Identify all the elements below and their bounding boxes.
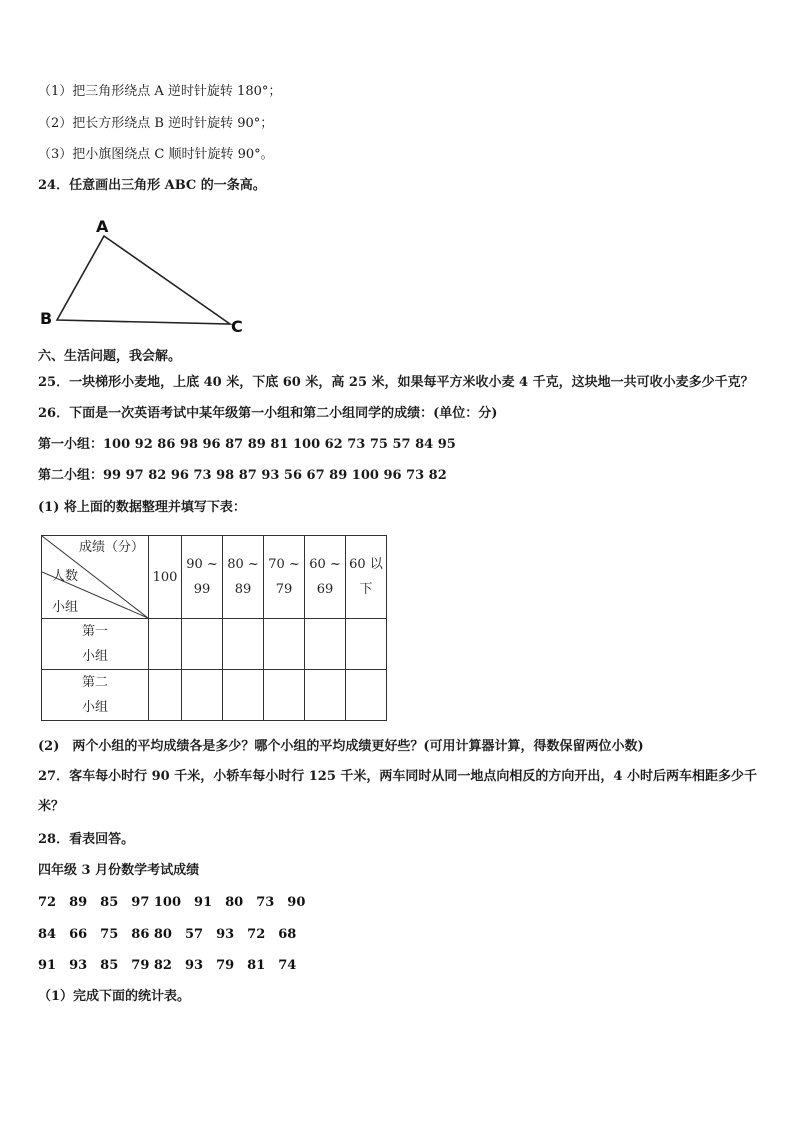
q26-part2: (2) 两个小组的平均成绩各是多少？哪个小组的平均成绩更好些？(可用计算器计算，得数保留两位小数) [38, 739, 644, 754]
q24-question: 24．任意画出三角形 ABC 的一条高。 [38, 178, 266, 193]
blank-cell[interactable] [264, 619, 305, 670]
vertex-b-label: B [40, 309, 53, 328]
section6-title: 六、生活问题，我会解。 [38, 349, 182, 364]
q23-step1: （1）把三角形绕点 A 逆时针旋转 180°； [38, 84, 282, 99]
table-header-row [42, 536, 387, 619]
blank-cell[interactable] [223, 670, 264, 721]
q26-group1-scores: 第一小组：100 92 86 98 96 87 89 81 100 62 73 75 57 84 95 [38, 437, 456, 452]
row-label-group1: 第一 小组 [42, 619, 149, 670]
col-header-70-79: 70 ~ 79 [264, 536, 305, 619]
triangle-abc-figure [30, 212, 260, 340]
col-header-100: 100 [149, 536, 182, 619]
score-tally-table [41, 535, 387, 721]
blank-cell[interactable] [346, 619, 387, 670]
col-header-60-69: 60 ~ 69 [305, 536, 346, 619]
vertex-a-label: A [96, 217, 109, 236]
q28-scores-row2: 84 66 75 86 80 57 93 72 68 [38, 927, 297, 942]
q28-scores-row3: 91 93 85 79 82 93 79 81 74 [38, 958, 297, 973]
q23-step2: （2）把长方形绕点 B 逆时针旋转 90°； [38, 116, 274, 131]
q28-question: 28．看表回答。 [38, 832, 135, 847]
blank-cell[interactable] [305, 619, 346, 670]
diag-label-count: 人数 [52, 569, 79, 584]
col-header-90-99: 90 ~ 99 [182, 536, 223, 619]
q28-table-title: 四年级 3 月份数学考试成绩 [38, 863, 200, 878]
blank-cell[interactable] [264, 670, 305, 721]
blank-cell[interactable] [182, 619, 223, 670]
blank-cell[interactable] [305, 670, 346, 721]
table-row-group1 [42, 619, 387, 670]
q26-group2-scores: 第二小组：99 97 82 96 73 98 87 93 56 67 89 100 96 73 82 [38, 468, 447, 483]
blank-cell[interactable] [149, 619, 182, 670]
blank-cell[interactable] [346, 670, 387, 721]
triangle-abc-outline [57, 236, 230, 324]
diagonal-header-cell [42, 536, 149, 619]
q23-step3: （3）把小旗图绕点 C 顺时针旋转 90°。 [38, 147, 274, 162]
table-row-group2 [42, 670, 387, 721]
row-label-group2: 第二 小组 [42, 670, 149, 721]
blank-cell[interactable] [182, 670, 223, 721]
col-header-80-89: 80 ~ 89 [223, 536, 264, 619]
diag-label-group: 小组 [52, 600, 79, 615]
vertex-c-label: C [231, 317, 243, 336]
q27-question: 27．客车每小时行 90 千米，小轿车每小时行 125 千米，两车同时从同一地点向相反的方向开出，4 小时后两车相距多少千米？ [38, 769, 757, 814]
blank-cell[interactable] [149, 670, 182, 721]
q26-question: 26．下面是一次英语考试中某年级第一小组和第二小组同学的成绩：(单位：分) [38, 406, 498, 421]
diag-label-score: 成绩（分） [78, 540, 144, 555]
blank-cell[interactable] [223, 619, 264, 670]
q28-scores-row1: 72 89 85 97 100 91 80 73 90 [38, 895, 306, 910]
q25-question: 25．一块梯形小麦地，上底 40 米，下底 60 米，高 25 米，如果每平方米收小麦 4 千克，这块地一共可收小麦多少千克？ [38, 375, 754, 390]
col-header-below-60: 60 以 下 [346, 536, 387, 619]
q28-part1: （1）完成下面的统计表。 [38, 989, 191, 1004]
q26-part1: (1) 将上面的数据整理并填写下表： [38, 500, 246, 515]
